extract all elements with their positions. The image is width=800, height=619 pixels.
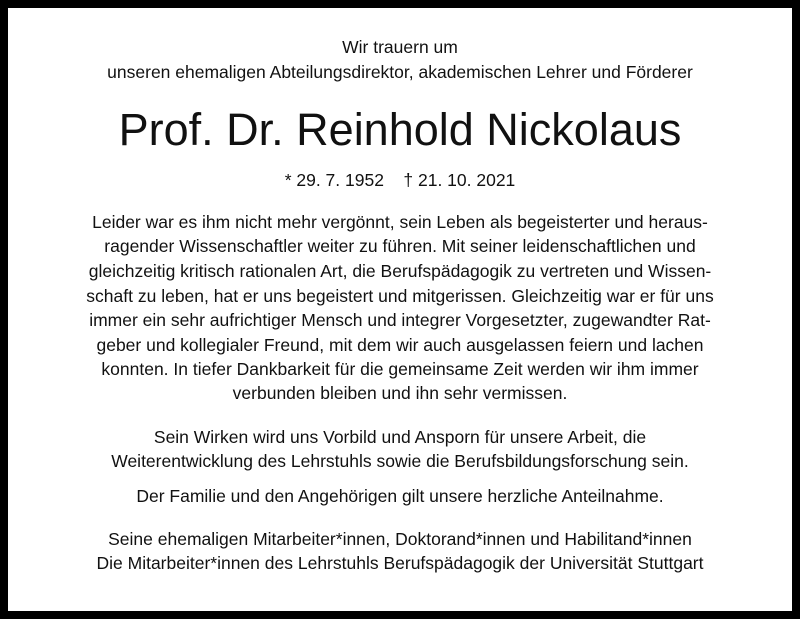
paragraph-line: verbunden bleiben und ihn sehr vermissen. (232, 383, 568, 403)
role-text: unseren ehemaligen Abteilungsdirektor, akademischen Lehrer und Förderer (107, 62, 693, 82)
deceased-name: Prof. Dr. Reinhold Nickolaus (118, 104, 682, 155)
paragraph-line: immer ein sehr aufrichtiger Mensch und integrer Vorgesetzter, zugewandter Rat- (89, 310, 711, 330)
paragraph-line: Leider war es ihm nicht mehr vergönnt, sein Leben als begeisterter und heraus- (92, 212, 708, 232)
obituary-notice (8, 8, 792, 611)
condolence-text: Der Familie und den Angehörigen gilt unsere herzliche Anteilnahme. (136, 486, 664, 506)
intro-text: Wir trauern um (342, 37, 458, 57)
paragraph-line: ragender Wissenschaftler weiter zu führen. Mit seiner leidenschaftlichen und (104, 236, 696, 256)
paragraph-line: gleichzeitig kritisch rationalen Art, die Berufspädagogik zu vertreten und Wissen- (88, 261, 712, 281)
paragraph-line: konnten. In tiefer Dankbarkeit für die gemeinsame Zeit werden wir ihm immer (101, 359, 699, 379)
paragraph-line: geber und kollegialer Freund, mit dem wir auch ausgelassen feiern und lachen (96, 335, 704, 355)
paragraph-line: Sein Wirken wird uns Vorbild und Ansporn für unsere Arbeit, die (153, 427, 647, 447)
life-dates: * 29. 7. 1952 † 21. 10. 2021 (284, 170, 516, 190)
paragraph-line: schaft zu leben, hat er uns begeistert und mitgerissen. Gleichzeitig war er für uns (86, 286, 714, 306)
paragraph-line: Weiterentwicklung des Lehrstuhls sowie die Berufsbildungsforschung sein. (111, 451, 689, 471)
signature-line: Die Mitarbeiter*innen des Lehrstuhls Berufspädagogik der Universität Stuttgart (96, 553, 704, 573)
signature-line: Seine ehemaligen Mitarbeiter*innen, Doktorand*innen und Habilitand*innen (108, 529, 692, 549)
